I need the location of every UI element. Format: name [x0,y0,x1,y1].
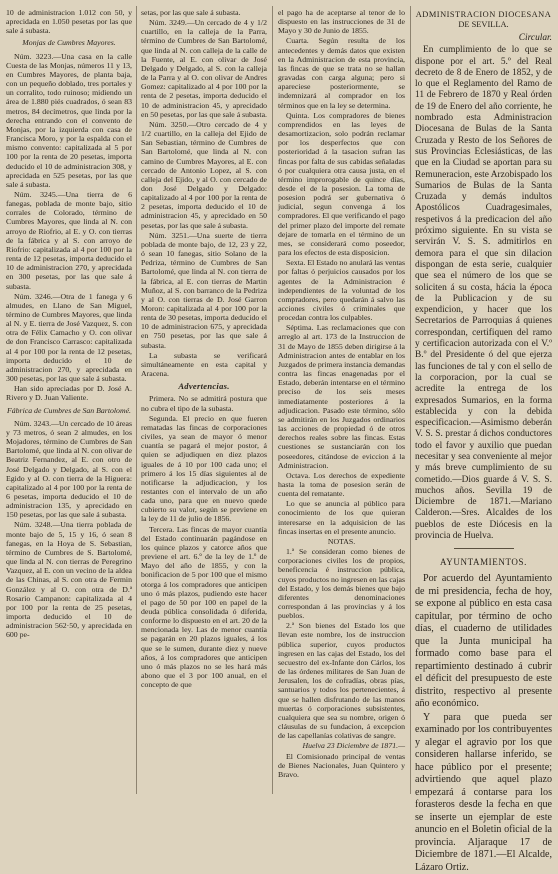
paragraph: Por acuerdo del Ayuntamiento de mi presidencia, fecha de hoy, se expone al público en esta casa capitular, por término de ocho días, el cuaderno de utilidades que la Junta municipal ha formado como base para el repartimiento destinado á cubrir el déficit del presupuesto de este distrito, respectivo al presente año económico. [415,573,552,710]
paragraph: Núm. 3251.—Una suerte de tierra poblada de monte bajo, de 12, 23 y 22, ó sean 10 fanegas, sitio Solano de la Pedriza, término de Cumbres de San Bartolomé, que linda al N. con tierra de la fábrica, al E. con tierras de Martin Muñoz, al S. con barranco de la Pedriza y al O. con tierras de D. José Garron Moron: capitalizada al 4 por 100 por la renta de 30 pesetas, importa deducido el 10 de administracion 675, y aprecidada en 750 pesetas, por las que sale á subasta. [141,230,267,350]
paragraph: Lo que se anuncia al público para conocimiento de los que quieran interesarse en la adquisicion de las fincas insertas en el presente anuncio. [278,499,405,536]
column-4 [415,8,552,873]
paragraph: Sexta. El Estado no anulará las ventas por faltas ó perjuicios causados por los agentes de la Administracion é independientes de la voluntad de los compradores, pero quedarán á salvo las acciones civiles ó criminales que procedan contra los culpables. [278,258,405,323]
paragraph: Núm. 3249.—Un cercado de 4 y 1/2 cuartillo, en la calleja de la Parra, término de Cumbres de San Bartolomé, que linda al N. con calleja de la calle de la Fuente, al E. con olivar de José Delgado y Delgado, al S. con la calleja de la Parra y al O. con olivar de Andres Gomez: capitalizado al 4 por 100 por la renta de 2 pesetas, importa deducido el 10 de administracion 45, y aprecidado en 50 pesetas, por las que sale á subasta. [141,18,268,119]
paragraph: Núm. 3245.—Una tierra de 6 fanegas, poblada de monte bajo, sitio corrales de Colorado, término de Cumbres Mayores, que linda al N. con arroyo de Riofrio, al E. y O. con tierras de la fábrica y al S. con arroyo de Riofrio: capitalizada al 4 por 100 por la renta de 12 pesetas, importa deducido el 10 de administracion 270, y aprecidada en 300 pesetas, por las que sale á subasta. [6,189,132,291]
paragraph: Cuarta. Según resulta de los antecedentes y demás datos que existen en la Administracion de esta provincia, las fincas de que se trata no se hallan gravadas con carga alguna; pero si apareciese posteriormente, se indemnizará al comprador en los términos que en la ley se determina. [278,36,405,110]
paragraph: Segunda. El precio en que fueren rematadas las fincas de corporaciones civiles, ya sean de mayor ó menor cuantía se pagará el mejor postor, á quien se adjudiquen en diez plazos iguales de á 10 por 100 cada uno; el primero á los 15 días siguientes al de notificarse la adjudicacion, y los restantes con el intervalo de un año cada uno, para que en nuevo quede cubierto su valor, según se previene en la ley de 11 de julio de 1856. [141,413,267,524]
column-rule [272,6,273,794]
notas-heading: NOTAS. [327,536,356,546]
paragraph: Núm. 3248.—Una tierra poblada de monte bajo de 5, 15 y 16, ó sean 8 fanegas, en la Hoya de S. Sebastian, término de Cumbres de S. Bartolomé, que linda al N. con tierras de Peregrino Vazquez, al E. con un vecino de la aldea de las Chinas, al S. con otra de Fermin González y al O. con otra de D.ª Rosario Campanon: capitalizada al 4 por 100 por la renta de 25 pesetas, importa deducido el 10 de administracion 562·50, y aprecidada en 600 pe- [6,520,132,640]
column-1 [6,8,132,794]
section-heading: Fábrica de Cumbres de San Bartolomé. [6,405,131,415]
paragraph: Y para que pueda ser examinado por los contribuyentes y alegar el agravio por los que consideren hallarse inferido, se hace público por el presente; advirtiendo que aquel plazo empezará á contarse para los forasteros desde la fecha en que se inserte un ejemplar de este anuncio en el Boletin oficial de la provincia. Aljaraque 17 de Diciembre de 1871.—El Alcalde, Lázaro Ortiz. [415,711,552,873]
paragraph: 10 de administracion 1.012 con 50, y aprecidada en 1.050 pesetas por las que sale á subasta. [6,8,132,36]
section-heading: Monjas de Cumbres Mayores. [22,38,116,48]
column-2 [141,8,267,794]
paragraph: En cumplimiento de lo que se dispone por el art. 5.º del Real decreto de 8 de Enero de 1852, y de lo que el Reglamento del Ramo de 11 de Febrero de 1870 y Real órden de 19 de Enero del año corriente, he nombrado esta Administracion Diocesana de Bulas de la Santa Cruzada y Resto de los Señores de sus Provincias Eclesiásticas, de las que en la Ciudad se aportan para su Remuneracion, este Arzobispado los Sumarios de Bulas de la Santa Cruzada y demás indultos Apostólicos Cuadragesimales, respetivos á la predicacion del año próximo siguiente. En su vista se servirán V. S. S. admitirlos en demora para el que sin dilacion dispongan de esta serie, cualquier que sea el número de los que se soliciten á su costa, hácia la época de la Publicacion y de su expendicion, y hacer que los Secretarios de Parroquias á quienes correspondan, certifiquen del ramo y certificacion autorizada con el V.º B.º del Presidente ó del que ejerza las funciones de tal y con el sello de la corporacion, por la cual se acredite la entrega de los expresados Sumarios, en la forma establecida y con la debida especificacion.—Asimismo deberán V. S. S. prestar á dichos conductores todo el favor y auxilio que puedan necesitar y sea conveniente al mejor y más breve cumplimiento de su cometido.—Dios guarde á V. S. S. muchos años. Sevilla 19 de Diciembre de 1871.—Mariano Calderon.—Sres. Alcaldes de los pueblos de este Diócesis en la provincia de Huelva. [415,45,552,542]
paragraph: La subasta se verificará simultáneamente en esta capital y Aracena. [141,350,267,379]
paragraph: Núm. 3223.—Una casa en la calle Cuesta de las Monjas, números 11 y 13, en Cumbres Mayores, de planta baja, con un pequeño doblado, tres portales y un corralito, todo ruinoso; midiendo un área de 1.880 piés cuadrados, ó sean 83 metros, 84 decímetros, que linda por la derecha entrando con el convento de Monjas, por la izquierda con casa de Francisca Moro, y por la espalda con el mismo convento: capitalizada al 5 por 100 por la renta de 20 pesetas, importa deducido el 10 de administracion 308, y aprecidada en 525 pesetas, por las que sale á subasta. [6,51,132,189]
date-line: Huelva 23 Diciembre de 1871.— [302,741,405,751]
paragraph: Séptima. Las reclamaciones que con arreglo al art. 173 de la Instruccion de 31 de Mayo de 1855 deben dirigirse á la Administracion antes de entablar en los Juzgados de primera instancia demandas contra las fincas enagenadas por el Estado, deberán intentarse en el término preciso de los seis meses inmediatamente posteriores á la adjudicacion. Pasado este término, sólo se admitirán en los Juzgados ordinarios las acciones de propiedad ó de otros derechos reales sobre las fincas. Estas cuestiones se sustanciarán con los poseedores, citándose de eviccion á la Administracion. [278,323,405,470]
paragraph: Primera. No se admitirá postura que no cubra el tipo de la subasta. [141,394,267,413]
paragraph: Quinta. Los compradores de bienes comprendidos en las leyes de desamortizacion, solo podrán reclamar por los desperfectos que con posterioridad á la tasacion sufran las fincas por falta de sus cabidas señaladas ó por cualquiera otra causa justa, en el término improrogable de quince días, desde el de la posesion. La toma de posesion podrá ser gubernativa ó judicial, segun convenga á los compradores. El que verificando el pago del primer plazo del importe del remate dejare de tomarla en el término de un mes, se considerará como poseedor, para los efectos de esta disposicion. [278,110,405,258]
paragraph: 1.ª Se consideran como bienes de corporaciones civiles los de propios, beneficencia é instruccion pública, cuyos productos no ingresen en las cajas del Estado, y los demás bienes que bajo diferentes denominaciones correspondan á las provincias y á los pueblos. [278,547,405,621]
divider [454,548,514,549]
section-heading: ADMINISTRACION DIOCESANA [415,10,552,19]
signature: El Comisionado principal de ventas de Bienes Nacionales, Juan Quintero y Bravo. [278,751,405,779]
column-rule [410,6,411,794]
paragraph: el pago ha de aceptarse al tenor de lo dispuesto en las instrucciones de 31 de Mayo y 30 de Junio de 1855. [278,8,405,36]
advertencias-heading: Advertencias. [178,381,230,392]
paragraph: Núm. 3250.—Otro cercado de 4 y 1/2 cuartillo, en la calleja del Ejido de San Sebastian, término de Cumbres de San Bartolomé, que linda al N. con camino de Cumbres Mayores, al E. con cercado de Antonio Lopez, al S. con calleja del Ejido, y al O. con cercado de don José Delgado y Delgado: capitalizado al 4 por 100 por la renta de 2 pesetas, importa deducido el 10 de administracion 45, y aprecidado en 50 pesetas, por las que sale á subasta. [141,119,267,230]
paragraph: 2.ª Son bienes del Estado los que llevan este nombre, los de instruccion pública superior, cuyos productos ingresen en las cajas del Estado, los del secuestro del ex-Infante don Cárlos, los de las órdenes militares de San Juan de Jerusalen, los de cofradías, obras pías, santuarios y todos los pertenecientes, á que se hallen disfrutando de las manos muertas ó corporaciones subsistentes, cualquiera que sea su nombre, origen ó cláusulas de su fundacion, á excepcion de las capellanías colativas de sangre. [278,621,405,741]
paragraph: Núm. 3243.—Un cercado de 10 áreas y 73 metros, ó sean 2 almudes, en los Mojadores, término de Cumbres de San Bartolomé, que linda al N. con olivar de Beatriz Fernandez, al E. con otro de José Delgado y Delgado, al S. con el Egido y al O. con tierra de la Higuera: capitalizado al 4 por 100 por la renta de 6 pesetas, importa deducido el 10 de administracion 135, y aprecidado en 150 pesetas, por las que sale á subasta. [6,418,132,520]
paragraph: Núm. 3246.—Otra de 1 fanega y 6 almudes, en Llano de San Miguel, término de Cumbres Mayores, que linda al N. y E. tierra de José Vazquez, S. con otra de Félix Camacho y O. con olivar de don Francisco Carrasco: capitalizada al 4 por 100 por la renta de 12 pesetas, importa deducido el 10 de administracion 270, y aprecidada en 300 pesetas, por las que sale á subasta. [6,291,132,384]
paragraph: Han sido apreciadas por D. José A. Rivero y D. Juan Valiente. [6,384,132,403]
paragraph: Tercera. Las fincas de mayor cuantía del Estado continuarán pagándose en los quince plazos y catorce años que previene el art. 6.º de la ley de 1.º de Mayo del año de 1855, y con la bonificacion de 5 por 100 que el mismo otorga á los compradores que anticipen uno ó más plazos, pudiendo este hacer el pago de 50 por 100 en papel de la deuda pública consolidada ó diferida, conforme lo dispuesto en el art. 20 de la mencionada ley. Las de menor cuantía se pagarán en 20 plazos iguales, á los que se le sumen, durante diez y nueve años, á los compradores que anticipen uno ó más plazos no se les hará más abono que el 3 por 100 anual, en el concepto de que [141,524,267,690]
section-subheading: DE SEVILLA. [458,20,509,29]
paragraph: setas, por las que sale á subasta. [141,8,241,17]
section-heading: AYUNTAMIENTOS. [440,557,527,568]
paragraph: Octava. Los derechos de expediente hasta la toma de posesion serán de cuenta del rematante. [278,470,405,499]
circular-label: Circular. [518,33,552,43]
column-rule [136,6,137,794]
column-3 [278,8,405,794]
